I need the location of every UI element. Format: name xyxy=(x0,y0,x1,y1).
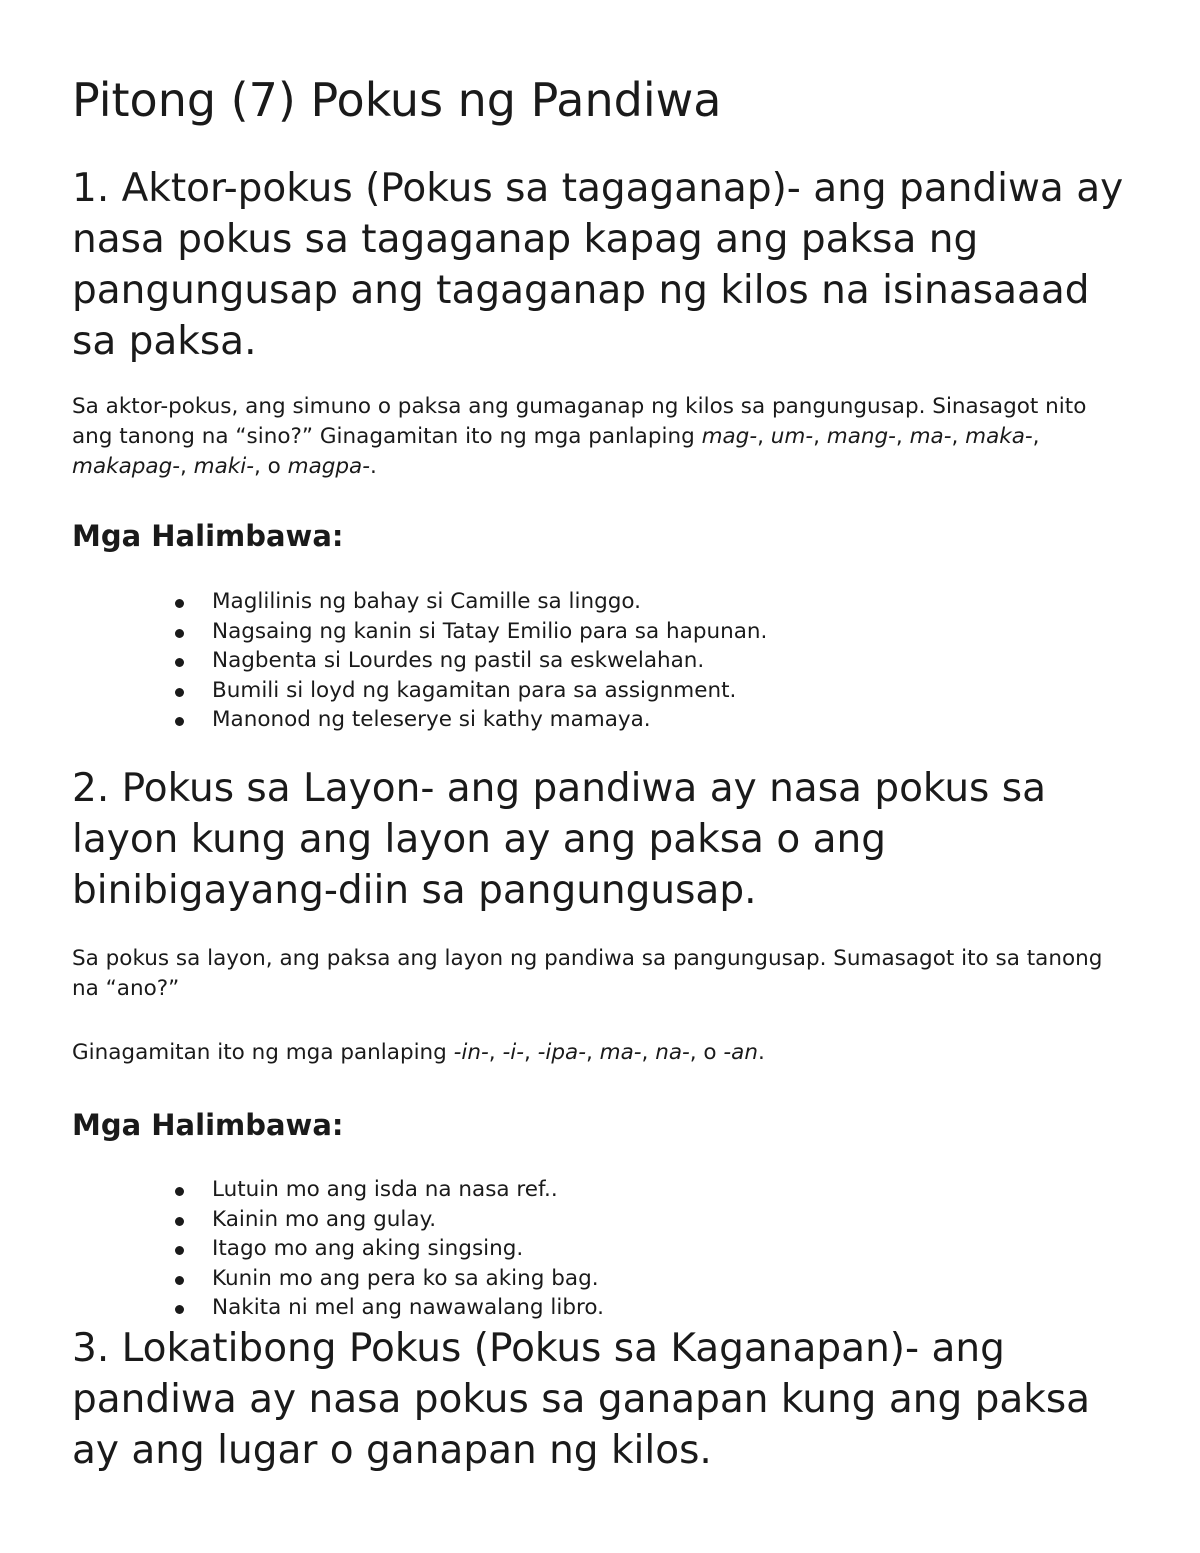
affix: maki- xyxy=(193,454,254,479)
affix: ma- xyxy=(599,1040,642,1065)
bullet-icon xyxy=(175,629,184,638)
list-item: Manonod ng teleserye si kathy mamaya. xyxy=(212,705,767,735)
affix: na- xyxy=(655,1040,690,1065)
affix: -an xyxy=(723,1040,758,1065)
affix: mag- xyxy=(701,424,758,449)
bullet-icon xyxy=(175,1246,184,1255)
section-1-examples-list xyxy=(212,587,767,735)
bullet-icon xyxy=(175,1187,184,1196)
affix: um- xyxy=(770,424,814,449)
list-item: Lutuin mo ang isda na nasa ref.. xyxy=(212,1175,604,1205)
section-3-heading: 3. Lokatibong Pokus (Pokus sa Kaganapan)- ang pandiwa ay nasa pokus sa ganapan kung ang paksa ay ang lugar o ganapan ng kilos. xyxy=(72,1326,1091,1473)
section-2-examples-label: Mga Halimbawa: xyxy=(72,1108,344,1142)
list-item: Bumili si loyd ng kagamitan para sa assignment. xyxy=(212,676,767,706)
section-1-examples-label: Mga Halimbawa: xyxy=(72,519,344,553)
bullet-icon xyxy=(175,658,184,667)
affix: ma- xyxy=(909,424,952,449)
section-1-paragraph: Sa aktor-pokus, ang simuno o paksa ang gumaganap ng kilos sa pangungusap. Sinasagot nito ang tanong na “sino?” Ginagamitan ito ng mga panlaping mag-, um-, mang-, ma-, maka-, makapag-, maki-, o magpa-. xyxy=(72,394,1087,479)
section-2-paragraph-2: Ginagamitan ito ng mga panlaping -in-, -i-, -ipa-, ma-, na-, o -an. xyxy=(72,1040,765,1065)
bullet-icon xyxy=(175,599,184,608)
affix: mang- xyxy=(826,424,896,449)
list-item: Itago mo ang aking singsing. xyxy=(212,1234,604,1264)
bullet-icon xyxy=(175,717,184,726)
page-title: Pitong (7) Pokus ng Pandiwa xyxy=(72,73,722,127)
section-2-heading: 2. Pokus sa Layon- ang pandiwa ay nasa pokus sa layon kung ang layon ay ang paksa o ang binibigayang-diin sa pangungusap. xyxy=(72,766,1046,913)
bullet-icon xyxy=(175,1276,184,1285)
list-item: Kunin mo ang pera ko sa aking bag. xyxy=(212,1264,604,1294)
section-1-paragraph-text: Sa aktor-pokus, ang simuno o paksa ang gumaganap ng kilos sa pangungusap. Sinasagot nito ang tanong na “sino?” Ginagamitan ito ng mga panlaping xyxy=(72,394,1087,449)
affix: -i- xyxy=(502,1040,524,1065)
affix: magpa- xyxy=(287,454,370,479)
section-2-examples-list xyxy=(212,1175,604,1323)
list-item: Nagsaing ng kanin si Tatay Emilio para sa hapunan. xyxy=(212,617,767,647)
bullet-icon xyxy=(175,1305,184,1314)
affix: -in- xyxy=(453,1040,489,1065)
section-1-heading: 1. Aktor-pokus (Pokus sa tagaganap)- ang pandiwa ay nasa pokus sa tagaganap kapag ang paksa ng pangungusap ang tagaganap ng kilos na isinasaaad sa paksa. xyxy=(72,166,1124,364)
list-item: Kainin mo ang gulay. xyxy=(212,1205,604,1235)
section-2-paragraph-1: Sa pokus sa layon, ang paksa ang layon ng pandiwa sa pangungusap. Sumasagot ito sa tanong na “ano?” xyxy=(72,946,1103,1001)
list-item: Nakita ni mel ang nawawalang libro. xyxy=(212,1293,604,1323)
affix: -ipa- xyxy=(537,1040,586,1065)
affix: makapag- xyxy=(72,454,180,479)
bullet-icon xyxy=(175,688,184,697)
list-item: Maglilinis ng bahay si Camille sa linggo. xyxy=(212,587,767,617)
list-item: Nagbenta si Lourdes ng pastil sa eskwelahan. xyxy=(212,646,767,676)
affix: maka- xyxy=(965,424,1033,449)
bullet-icon xyxy=(175,1217,184,1226)
